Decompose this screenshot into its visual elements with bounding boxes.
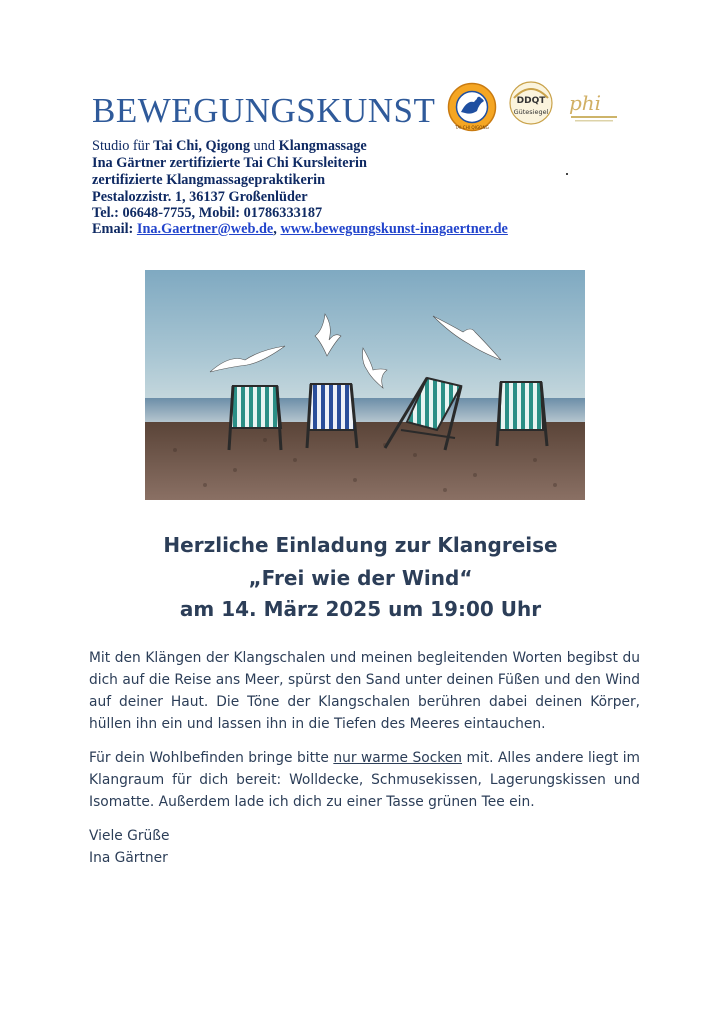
closing-greeting: Viele Grüße (89, 828, 170, 844)
event-title: „Frei wie der Wind“ (248, 566, 473, 590)
tai-chi-seal-logo (447, 82, 497, 132)
certification-text: Ina Gärtner zertifizierte Tai Chi Kursleiterin (92, 155, 367, 171)
event-date: am 14. März 2025 um 19:00 Uhr (179, 597, 542, 621)
website-link[interactable]: www.bewegungskunst-inagaertner.de (280, 221, 508, 237)
beach-chairs-photo (145, 270, 585, 500)
scan-speck (566, 173, 568, 175)
contact-line (92, 220, 508, 238)
warm-socks-note: nur warme Socken (333, 750, 463, 766)
signature-name: Ina Gärtner (89, 850, 168, 866)
studio-line (92, 137, 367, 155)
email-link[interactable]: Ina.Gaertner@web.de (136, 221, 274, 237)
certification-line (92, 154, 367, 172)
seal2-sub: Gütesiegel (513, 108, 549, 116)
description-paragraph: Mit den Klängen der Klangschalen und meinen begleitenden Worten begibst du dich auf die Reise ans Meer, spürst den Sand unter deinen Füßen und den Wind auf deiner Haut. Die Töne der Klangschalen berühren dabei deinen Körper, hüllen ihn ein und lassen ihn in die Tiefen des Meeres eintauchen. (89, 650, 640, 732)
contact-separator: , (273, 221, 281, 237)
certification-line-2 (92, 171, 325, 189)
certification-text-2: zertifizierte Klangmassagepraktikerin (92, 172, 326, 188)
seal2-text: DDQT (516, 96, 546, 106)
studio-und: und (249, 138, 279, 154)
phi-logo (565, 86, 623, 128)
invitation-heading: Herzliche Einladung zur Klangreise (163, 533, 558, 557)
seal3-text: phi (569, 91, 602, 115)
email-label: Email: (92, 221, 137, 237)
address: Pestalozzistr. 1, 36137 Großenlüder (92, 189, 308, 205)
ddqt-seal-logo (508, 78, 554, 128)
studio-disciplines: Tai Chi, Qigong (153, 138, 250, 154)
studio-klangmassage: Klangmassage (278, 138, 367, 154)
bring-along-paragraph (89, 747, 640, 813)
brand-title: BEWEGUNGSKUNST (92, 91, 436, 130)
bring-along-intro: Für dein Wohlbefinden bringe bitte (89, 750, 334, 766)
bring-along-rest: mit. Alles andere liegt im Klangraum für dich bereit: Wolldecke, Schmusekissen, Lagerungskissen und Isomatte. Außerdem lade ich dich zu einer Tasse grünen Tee ein. (89, 750, 640, 810)
seal1-text: TAI CHI QIGONG (455, 125, 489, 130)
studio-prefix: Studio für (92, 138, 154, 154)
phone: Tel.: 06648-7755, Mobil: 01786333187 (92, 205, 323, 221)
